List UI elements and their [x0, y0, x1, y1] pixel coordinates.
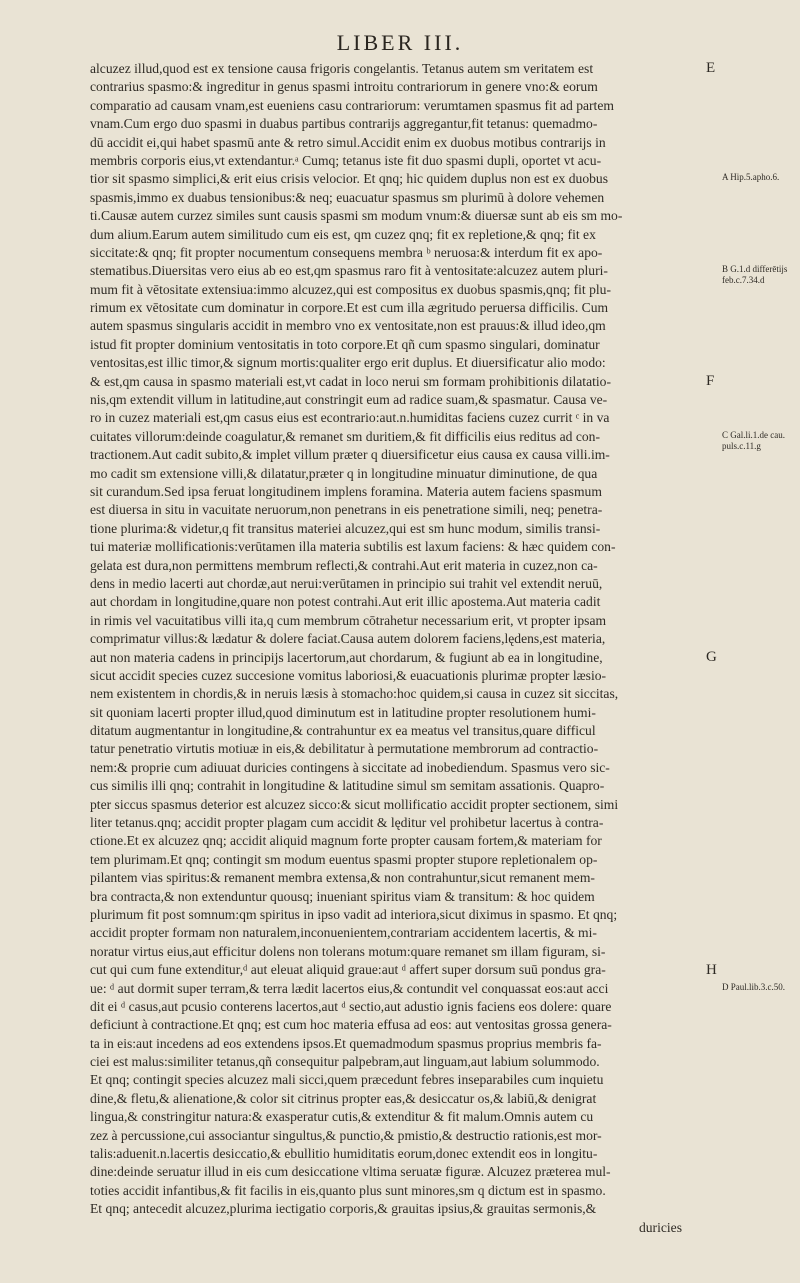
- text-line: noratur virtus eius,aut efficitur dolens non tolerans motum:quare remanet sm illam figuram, si-: [90, 943, 606, 959]
- text-line: dum alium.Earum autem similitudo cum eis est, qm cuzez qnq; fit ex repletione,& qnq; fit ex: [90, 226, 596, 242]
- text-line: nis,qm extendit villum in latitudine,aut constringit eum ad radice suam,& spasmatur. Causa ve-: [90, 392, 608, 408]
- text-line: mo cadit sm extensione villi,& dilatatur,præter q in longitudine minuatur diminutione, de qua: [90, 465, 598, 481]
- text-line: spasmis,immo ex duabus tensionibus:& neq; euacuatur spasmus sm plurimū à dolore vehemen: [90, 189, 605, 205]
- text-line: bra contracta,& non extenduntur quousq; inueniant spiritus viam & transitum: & hoc quidem: [90, 888, 595, 904]
- text-line: ro in cuzez materiali est,qm casus eius est econtrario:aut.n.humiditas faciens cuzez currit ᶜ in va: [90, 410, 610, 426]
- text-line: nem existentem in chordis,& in neruis læsis à stomacho:hoc quidem,si causa in cuzez sit siccitas,: [90, 686, 619, 702]
- margin-letter: H: [706, 961, 717, 978]
- text-line: pter siccus spasmus deterior est alcuzez sicco:& sicut mollificatio accidit propter sectionem, simi: [90, 796, 619, 812]
- text-line: accidit propter formam non naturalem,inconuenientem,contrariam accidentem lacertis, & mi-: [90, 925, 597, 941]
- text-line: nem:& proprie cum adiuuat duricies contingens à siccitate ad inobediendum. Spasmus vero sic-: [90, 759, 610, 775]
- text-line: dū accidit ei,qui habet spasmū ante & retro simul.Accidit enim ex duobus motibus contrarijs in: [90, 134, 606, 150]
- text-line: cuitates villorum:deinde coagulatur,& remanet sm duritiem,& fit difficilis eius reditus ad con-: [90, 428, 600, 444]
- text-line: siccitate:& qnq; fit propter nocumentum consequens membra ᵇ neruosa:& interdum fit ex apo-: [90, 244, 603, 260]
- text-line: zez à percussione,cui associantur singultus,& punctio,& pmistio,& destructio rationis,est mor-: [90, 1127, 602, 1143]
- text-line: dine:deinde seruatur illud in eis cum desiccatione vltima seruatæ figuræ. Alcuzez præterea mul-: [90, 1164, 611, 1180]
- text-line: sicut accidit species cuzez succesione vomitus laboriosi,& euacuationis plurimæ propter læsio-: [90, 667, 607, 683]
- text-line: rimum ex vētositate cum dominatur in corpore.Et est cum illa ægritudo peruersa difficilis. Cum: [90, 300, 609, 316]
- text-line: Et qnq; contingit species alcuzez mali sicci,quem præcedunt febres inseparabiles cum inquietu: [90, 1072, 604, 1088]
- margin-note: D Paul.lib.3.c.50.: [722, 982, 785, 992]
- text-line: gelata est dura,non permittens membrum reflecti,& contrahi.Aut erit materia in cuzez,non ca-: [90, 557, 598, 573]
- text-line: ventositas,est illic timor,& signum mortis:qualiter ergo erit duplus. Et diuersificatur alio modo:: [90, 355, 606, 371]
- text-line: sit curandum.Sed ipsa feruat longitudinem implens foramina. Materia autem faciens spasmum: [90, 483, 602, 499]
- text-line: ti.Causæ autem curzez similes sunt causis spasmi sm modum vnum:& diuersæ sunt ab eis sm mo-: [90, 208, 623, 224]
- margin-note: B G.1.d differētijs feb.c.7.34.d: [722, 264, 788, 286]
- text-line: contrarius spasmo:& ingreditur in genus spasmi introitu contrariorum in genere vno:& eorum: [90, 79, 598, 95]
- text-line: ue: ᵈ aut dormit super terram,& terra lædit lacertos eius,& contundit vel conquassat eos:aut acci: [90, 980, 609, 996]
- text-line: comparatio ad causam vnam,est eueniens casu contrariorum: verumtamen spasmus fit ad partem: [90, 97, 614, 113]
- text-line: est diuersa in situ in vacuitate neruorum,non penetrans in eis penetratione simili, neq; penetra-: [90, 502, 603, 518]
- text-line: comprimatur villus:& lædatur & dolere faciat.Causa autem dolorem faciens,lędens,est materia,: [90, 631, 606, 647]
- text-line: deficiunt à contractione.Et qnq; est cum hoc materia effusa ad eos: aut ventositas grossa genera-: [90, 1017, 612, 1033]
- text-line: in rimis vel vacuitatibus villi ita,q cum membrum cōtrahetur necessarium erit, vt propter ipsam: [90, 612, 607, 628]
- text-line: Et qnq; antecedit alcuzez,plurima iectigatio corporis,& grauitas ipsius,& grauitas sermonis,&: [90, 1201, 597, 1217]
- text-line: sit quoniam lacerti propter illud,quod diminutum est in latitudine propter resolutionem humi-: [90, 704, 596, 720]
- text-line: toties accidit infantibus,& fit facilis in eis,quanto plus sunt minores,sm q dictum est in spasmo.: [90, 1182, 606, 1198]
- text-line: ciei est malus:similiter tetanus,qñ consequitur palpebram,aut linguam,aut labium solummodo.: [90, 1054, 600, 1070]
- text-line: cut qui cum fune extenditur,ᵈ aut eleuat aliquid graue:aut ᵈ affert super dorsum suū pondus gra-: [90, 962, 606, 978]
- text-line: membris corporis eius,vt extendantur.ᵃ Cumq; tetanus iste fit duo spasmi dupli, oportet vt acu-: [90, 152, 602, 168]
- text-line: istud fit propter dominium ventositatis in toto corpore.Et qñ cum spasmo singulari, dominatur: [90, 336, 600, 352]
- margin-letter: F: [706, 372, 715, 389]
- text-line: liter tetanus.qnq; accidit propter plagam cum accidit & lęditur vel prohibetur lacertus à contra-: [90, 815, 604, 831]
- margin-note: C Gal.li.1.de cau. puls.c.11.g: [722, 430, 785, 451]
- text-line: tractionem.Aut cadit subito,& implet villum præter q diuersificetur eius causa ex causa villi.im-: [90, 447, 610, 463]
- text-column: [90, 60, 700, 1237]
- text-line: alcuzez illud,quod est ex tensione causa frigoris congelantis. Tetanus autem sm veritatem est: [90, 61, 594, 76]
- text-line: dit ei ᵈ casus,aut pcusio conterens lacertos,aut ᵈ sectio,aut adustio ignis faciens eos dolere: quare: [90, 998, 612, 1014]
- text-line: duricies: [638, 1219, 682, 1235]
- text-line: tatur penetratio virtutis motiuæ in eis,& debilitatur à permutatione membrorum ad contractio-: [90, 741, 599, 757]
- text-line: dine,& fletu,& alienatione,& color sit citrinus propter eas,& desiccatur os,& labiū,& denigrat: [90, 1090, 597, 1106]
- text-line: pilantem vias spiritus:& remanent membra extensa,& non contrahuntur,sicut remanent mem-: [90, 870, 595, 886]
- text-line: aut chordam in longitudine,quare non potest contrahi.Aut erit illic apostema.Aut materia cadit: [90, 594, 601, 610]
- margin-note: A Hip.5.apho.6.: [722, 172, 780, 183]
- text-line: autem spasmus singularis accidit in membro vno ex ventositate,non est prauus:& illud ideo,qm: [90, 318, 606, 334]
- text-line: talis:aduenit.n.lacertis desiccatio,& ebullitio humiditatis eorum,donec extendit eos in longitu-: [90, 1146, 598, 1162]
- text-line: tui materiæ mollificationis:verūtamen illa materia subtilis est laxum faciens: & hæc quidem con-: [90, 539, 616, 555]
- text-line: ctione.Et ex alcuzez qnq; accidit aliquid magnum forte propter causam fortem,& materiam for: [90, 833, 602, 849]
- text-line: cus similis illi qnq; contrahit in longitudine & latitudine simul sm semitam assationis. Quapro-: [90, 778, 605, 794]
- text-line: ta in eis:aut incedens ad eos extendens ipsos.Et quemadmodum spasmus proprius membris fa-: [90, 1035, 602, 1051]
- text-line: plurimum fit post somnum:qm spiritus in ipso vadit ad interiora,sicut diximus in spasmo. Et qnq;: [90, 906, 618, 922]
- text-line: vnam.Cum ergo duo spasmi in duabus partibus contrarijs aggregantur,fit tetanus: quemadmo-: [90, 116, 598, 132]
- text-line: ditatum augmentantur in longitudine,& contrahuntur ex ea meatus vel transitus,quare difficul: [90, 723, 596, 739]
- text-line: tione plurima:& videtur,q fit transitus materiei alcuzez,qui est sm hunc modum, similis transi-: [90, 520, 601, 536]
- text-line: dens in medio lacerti aut chordæ,aut nerui:verūtamen in principio sui trahit vel extendit neruū,: [90, 575, 603, 591]
- margin-letter: G: [706, 648, 717, 665]
- margin-letter: E: [706, 60, 716, 76]
- text-line: lingua,& constringitur natura:& exasperatur cutis,& extenditur & fit malum.Omnis autem cu: [90, 1109, 594, 1125]
- text-line: mum fit à vētositate extensiua:immo alcuzez,qui est compositus ex duobus spasmis,qnq; fit plu-: [90, 281, 612, 297]
- text-line: & est,qm causa in spasmo materiali est,vt cadat in loco nerui sm formam prohibitionis dilatatio-: [90, 373, 611, 389]
- text-line: aut non materia cadens in principijs lacertorum,aut chordarum, & fugiunt ab ea in longitudine,: [90, 649, 603, 665]
- text-line: stematibus.Diuersitas vero eius ab eo est,qm spasmus raro fit à ventositate:alcuzez autem pluri-: [90, 263, 608, 279]
- text-line: tem plurimam.Et qnq; contingit sm modum euentus spasmi propter stupore repletionalem op-: [90, 851, 598, 867]
- text-line: tior sit spasmo simplici,& erit eius crisis velocior. Et qnq; hic quidem duplus non est ex duobus: [90, 171, 609, 187]
- page-title: LIBER III.: [336, 30, 464, 55]
